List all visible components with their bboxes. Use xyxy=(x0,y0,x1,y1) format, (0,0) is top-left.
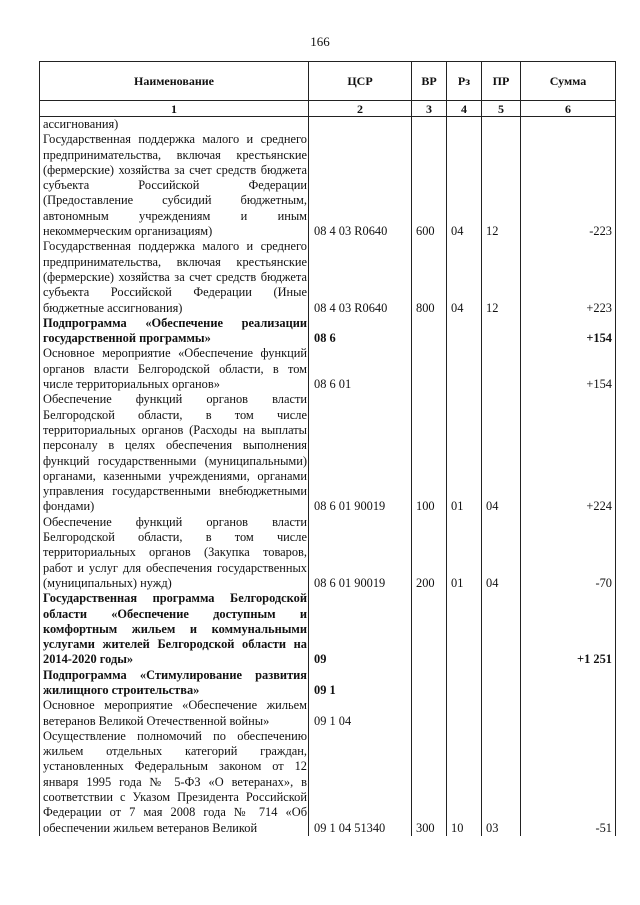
cell-pr xyxy=(482,591,521,667)
cell-vr xyxy=(412,698,447,729)
cell-pr xyxy=(482,316,521,347)
budget-table xyxy=(39,61,616,836)
cell-pr: 12 xyxy=(482,132,521,239)
header-rz: Рз xyxy=(447,62,482,101)
cell-name: Государственная поддержка малого и среднего предпринимательства, включая крестьянские (фермерские) хозяйства за счет средств бюджета субъекта Российской Федерации (Предоставление субсидий бюджетным, автономным учреждениям и иным некоммерческим организациям) xyxy=(40,132,309,239)
cell-name: Основное мероприятие «Обеспечение жильем ветеранов Великой Отечественной войны» xyxy=(40,698,309,729)
cell-csr: 09 xyxy=(309,591,412,667)
table-row xyxy=(40,515,616,591)
cell-name: Обеспечение функций органов власти Белгородской области, в том числе территориальных органов (Расходы на выплаты персоналу в целях обеспечения выполнения функций государственными (муниципальными) органами, казенными учреждениями, органами управления государственными внебюджетными фондами) xyxy=(40,392,309,514)
cell-pr: 04 xyxy=(482,515,521,591)
cell-vr xyxy=(412,316,447,347)
column-number: 1 xyxy=(40,101,309,117)
cell-pr xyxy=(482,346,521,392)
cell-rz xyxy=(447,591,482,667)
cell-sum: +223 xyxy=(521,239,616,315)
column-number: 6 xyxy=(521,101,616,117)
cell-sum xyxy=(521,668,616,699)
cell-csr: 08 4 03 R0640 xyxy=(309,239,412,315)
page-number: 166 xyxy=(310,34,330,49)
table-header-row xyxy=(40,62,616,101)
column-number: 2 xyxy=(309,101,412,117)
cell-pr: 04 xyxy=(482,392,521,514)
table-row xyxy=(40,239,616,315)
cell-rz xyxy=(447,316,482,347)
cell-sum: +154 xyxy=(521,346,616,392)
header-vr: ВР xyxy=(412,62,447,101)
column-number-row xyxy=(40,101,616,117)
cell-csr: 09 1 04 xyxy=(309,698,412,729)
cell-pr xyxy=(482,117,521,133)
cell-vr: 200 xyxy=(412,515,447,591)
cell-rz: 01 xyxy=(447,515,482,591)
cell-name: Подпрограмма «Стимулирование развития жилищного строительства» xyxy=(40,668,309,699)
cell-rz xyxy=(447,668,482,699)
cell-rz xyxy=(447,117,482,133)
cell-vr: 100 xyxy=(412,392,447,514)
cell-name: Государственная программа Белгородской области «Обеспечение доступным и комфортным жильем и коммунальными услугами жителей Белгородской области на 2014-2020 годы» xyxy=(40,591,309,667)
cell-rz: 04 xyxy=(447,239,482,315)
table-row xyxy=(40,698,616,729)
cell-pr: 12 xyxy=(482,239,521,315)
table-row xyxy=(40,591,616,667)
cell-sum xyxy=(521,698,616,729)
cell-sum xyxy=(521,117,616,133)
table-row xyxy=(40,668,616,699)
cell-name: Государственная поддержка малого и среднего предпринимательства, включая крестьянские (фермерские) хозяйства за счет средств бюджета субъекта Российской Федерации (Иные бюджетные ассигнования) xyxy=(40,239,309,315)
cell-name: Обеспечение функций органов власти Белгородской области, в том числе территориальных органов (Закупка товаров, работ и услуг для обеспечения государственных (муниципальных) нужд) xyxy=(40,515,309,591)
cell-name: ассигнования) xyxy=(40,117,309,133)
cell-sum: -51 xyxy=(521,729,616,836)
cell-rz: 04 xyxy=(447,132,482,239)
cell-rz xyxy=(447,698,482,729)
cell-rz: 10 xyxy=(447,729,482,836)
cell-rz: 01 xyxy=(447,392,482,514)
cell-vr: 800 xyxy=(412,239,447,315)
cell-csr: 08 6 01 xyxy=(309,346,412,392)
cell-vr xyxy=(412,117,447,133)
table-row xyxy=(40,392,616,514)
cell-sum: +154 xyxy=(521,316,616,347)
header-csr: ЦСР xyxy=(309,62,412,101)
table-row xyxy=(40,132,616,239)
cell-csr: 08 6 01 90019 xyxy=(309,515,412,591)
cell-csr: 08 6 xyxy=(309,316,412,347)
cell-csr: 08 4 03 R0640 xyxy=(309,132,412,239)
table-row xyxy=(40,316,616,347)
cell-name: Осуществление полномочий по обеспечению жильем отдельных категорий граждан, установленных Федеральным законом от 12 января 1995 года № 5-ФЗ «О ветеранах», в соответствии с Указом Президента Российской Федерации от 7 мая 2008 года № 714 «Об обеспечении жильем ветеранов Великой xyxy=(40,729,309,836)
cell-pr xyxy=(482,698,521,729)
table-row xyxy=(40,346,616,392)
column-number: 5 xyxy=(482,101,521,117)
cell-pr xyxy=(482,668,521,699)
cell-sum: +1 251 xyxy=(521,591,616,667)
cell-csr: 09 1 04 51340 xyxy=(309,729,412,836)
cell-vr: 600 xyxy=(412,132,447,239)
header-pr: ПР xyxy=(482,62,521,101)
table-row xyxy=(40,729,616,836)
cell-name: Подпрограмма «Обеспечение реализации государственной программы» xyxy=(40,316,309,347)
table-row xyxy=(40,117,616,133)
cell-vr xyxy=(412,668,447,699)
cell-vr: 300 xyxy=(412,729,447,836)
cell-vr xyxy=(412,591,447,667)
column-number: 3 xyxy=(412,101,447,117)
cell-name: Основное мероприятие «Обеспечение функций органов власти Белгородской области, в том числе территориальных органов» xyxy=(40,346,309,392)
cell-csr: 08 6 01 90019 xyxy=(309,392,412,514)
cell-rz xyxy=(447,346,482,392)
header-name: Наименование xyxy=(40,62,309,101)
cell-sum: -223 xyxy=(521,132,616,239)
cell-vr xyxy=(412,346,447,392)
cell-sum: -70 xyxy=(521,515,616,591)
cell-csr: 09 1 xyxy=(309,668,412,699)
header-sum: Сумма xyxy=(521,62,616,101)
cell-csr xyxy=(309,117,412,133)
table-body xyxy=(40,117,616,836)
cell-pr: 03 xyxy=(482,729,521,836)
cell-sum: +224 xyxy=(521,392,616,514)
column-number: 4 xyxy=(447,101,482,117)
